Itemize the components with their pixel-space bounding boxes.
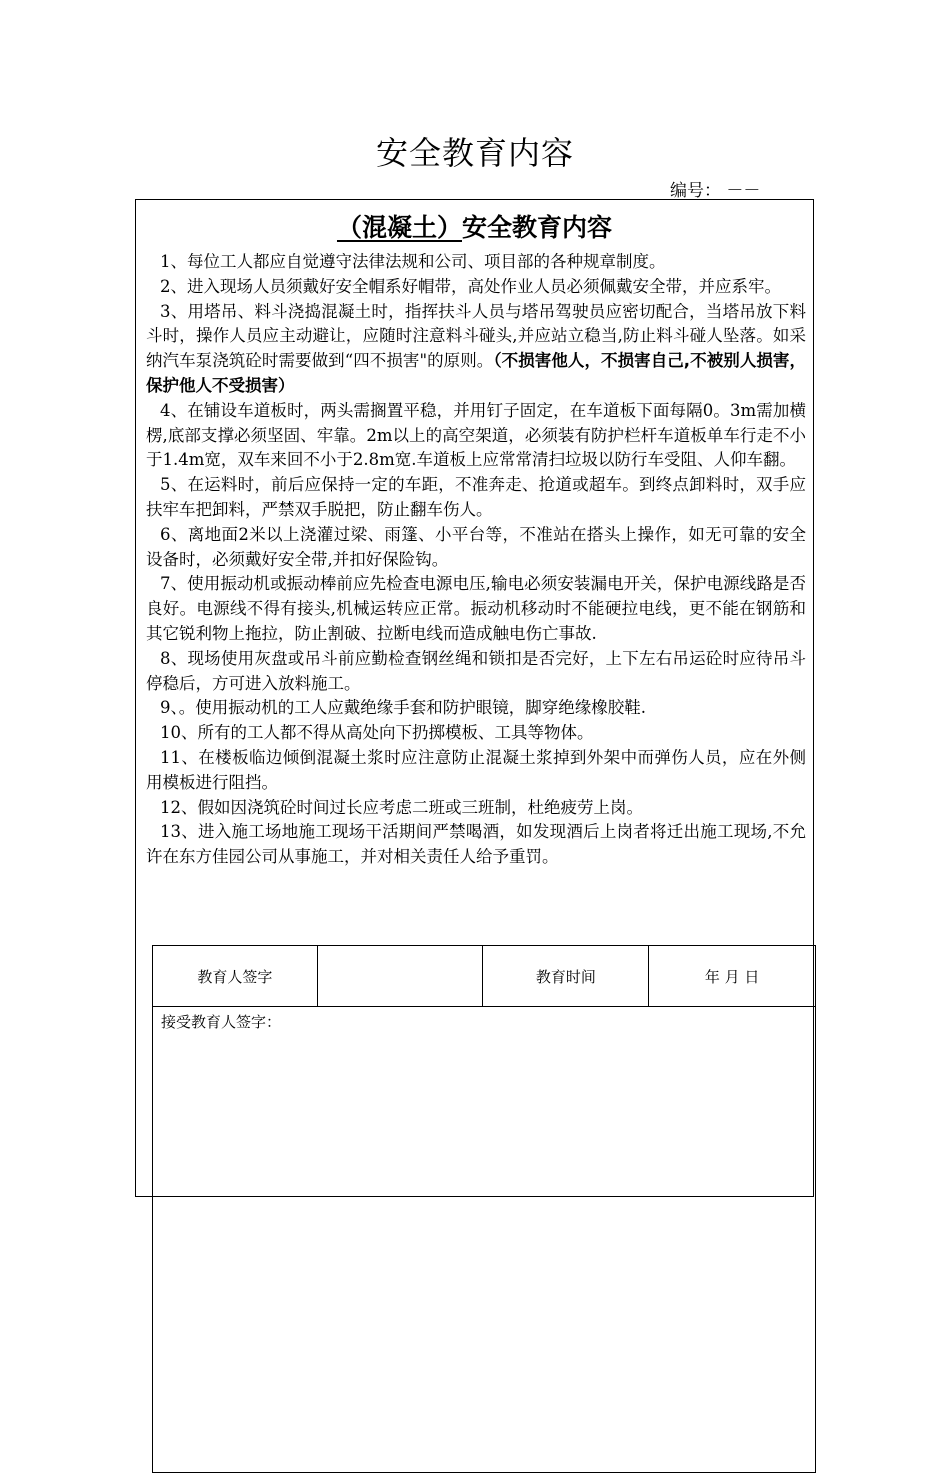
rule-11: 11、在楼板临边倾倒混凝土浆时应注意防止混凝土浆掉到外架中而弹伤人员，应在外侧用模板进行阻挡。 xyxy=(146,747,806,792)
rule-10: 10、所有的工人都不得从高处向下扔掷模板、工具等物体。 xyxy=(160,723,594,743)
form-title-text: 安全教育内容 xyxy=(462,213,613,242)
rule-6: 6、离地面2米以上浇灌过梁、雨篷、小平台等，不准站在搭头上操作，如无可靠的安全设备时，必须戴好安全带,并扣好保险钩。 xyxy=(146,524,806,569)
rule-13: 13、进入施工场地施工现场干活期间严禁喝酒，如发现酒后上岗者将迁出施工现场,不允许在东方佳园公司从事施工，并对相关责任人给予重罚。 xyxy=(146,822,806,867)
signature-row xyxy=(153,946,816,1007)
education-time-label: 教育时间 xyxy=(483,946,649,1007)
rule-9: 9、。使用振动机的工人应戴绝缘手套和防护眼镜，脚穿绝缘橡胶鞋. xyxy=(160,698,646,718)
educator-signature-label: 教育人签字 xyxy=(153,946,318,1007)
rule-2: 2、进入现场人员须戴好安全帽系好帽带，高处作业人员必须佩戴安全带，并应系牢。 xyxy=(160,276,781,296)
receiver-signature-label: 接受教育人签字： xyxy=(161,1013,282,1032)
rule-8: 8、现场使用灰盘或吊斗前应勤检查钢丝绳和锁扣是否完好，上下左右吊运砼时应待吊斗停稳后，方可进入放料施工。 xyxy=(146,648,806,693)
rule-12: 12、假如因浇筑砼时间过长应考虑二班或三班制，杜绝疲劳上岗。 xyxy=(160,797,643,817)
rule-3 xyxy=(146,300,806,399)
rule-5: 5、在运料时，前后应保持一定的车距，不准奔走、抢道或超车。到终点卸料时，双手应扶牢车把卸料，严禁双手脱把，防止翻车伤人。 xyxy=(146,475,806,519)
rule-7: 7、使用振动机或振动棒前应先检查电源电压,输电必须安装漏电开关，保护电源线路是否良好。电源线不得有接头,机械运转应正常。振动机移动时不能硬拉电线，更不能在钢筋和其它锐利物上拖拉，防止割破、拉断电线而造成触电伤亡事故. xyxy=(146,574,806,643)
form-title xyxy=(136,208,813,244)
educator-signature-field[interactable] xyxy=(317,946,483,1007)
document-number-label: 编号： xyxy=(670,181,721,201)
document-number xyxy=(670,176,760,201)
receiver-row xyxy=(153,1007,816,1473)
page-title: 安全教育内容 xyxy=(375,134,574,172)
rule-3-text: 3、用塔吊、料斗浇捣混凝土时，指挥扶斗人员与塔吊驾驶员应密切配合，当塔吊放下料斗时，操作人员应主动避让，应随时注意料斗碰头,并应站立稳当,防止料斗碰人坠落。如采纳汽车泵浇筑砼时需要做到“四不损害"的原则。 xyxy=(146,301,806,371)
rule-3-emphasis: （不损害他人，不损害自己,不被别人损害，保护他人不受损害） xyxy=(146,351,806,395)
education-time-field[interactable]: 年 月 日 xyxy=(649,946,816,1007)
receiver-signature-field[interactable] xyxy=(153,1007,816,1473)
document-number-value: －－ xyxy=(726,181,761,201)
education-form xyxy=(135,199,814,1197)
rule-1: 1、每位工人都应自觉遵守法律法规和公司、项目部的各种规章制度。 xyxy=(160,252,666,271)
signature-table xyxy=(152,945,816,1473)
rule-4: 4、在铺设车道板时，两头需搁置平稳，并用钉子固定，在车道板下面每隔0。3m需加横楞,底部支撑必须坚固、牢靠。2m以上的高空架道，必须装有防护栏杆车道板单车行走不小于1.4m宽，双车来回不小于2.8m宽.车道板上应常常清扫垃圾以防行车受阻、人仰车翻。 xyxy=(146,400,806,470)
form-title-category: （混凝土） xyxy=(336,213,462,242)
education-content xyxy=(146,250,806,870)
